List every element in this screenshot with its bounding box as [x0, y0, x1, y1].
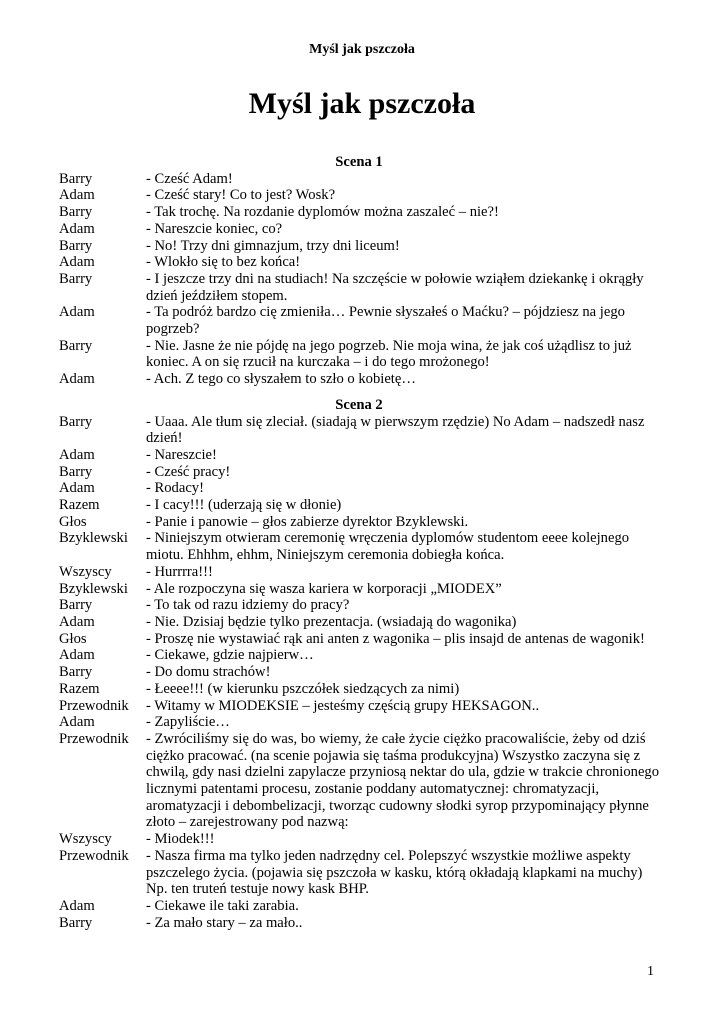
dialogue-text: - Panie i panowie – głos zabierze dyrektor Bzyklewski. — [146, 513, 469, 530]
dialogue-line — [59, 171, 659, 188]
dialogue-text: - Nie. Dzisiaj będzie tylko prezentacja. (wsiadają do wagonika) — [146, 613, 517, 630]
speaker-name: Adam — [59, 647, 95, 664]
scene-heading: Scena 2 — [335, 396, 383, 413]
speaker-name: Adam — [59, 220, 95, 237]
speaker-name: Adam — [59, 304, 95, 321]
dialogue-text: - I jeszcze trzy dni na studiach! Na szczęście w połowie wziąłem dziekankę i okrągły dzień jeździłem stopem. — [146, 270, 644, 304]
speaker-name: Bzyklewski — [59, 580, 128, 597]
dialogue-line — [59, 597, 659, 614]
speaker-name: Adam — [59, 187, 95, 204]
dialogue-line — [59, 338, 659, 371]
dialogue-line — [59, 898, 659, 915]
speaker-name: Barry — [59, 337, 93, 354]
dialogue-line — [59, 304, 659, 337]
dialogue-line — [59, 371, 659, 388]
dialogue-text: - Cześć stary! Co to jest? Wosk? — [146, 187, 336, 204]
dialogue-line — [59, 581, 659, 598]
speaker-name: Barry — [59, 914, 93, 931]
dialogue-text: - Ta podróż bardzo cię zmieniła… Pewnie słyszałeś o Maćku? – pójdziesz na jego pogrzeb? — [146, 304, 625, 338]
speaker-name: Razem — [59, 497, 100, 514]
dialogue-line — [59, 414, 659, 447]
speaker-name: Barry — [59, 270, 93, 287]
speaker-name: Barry — [59, 597, 93, 614]
dialogue-line — [59, 204, 659, 221]
speaker-name: Adam — [59, 714, 95, 731]
dialogue-line — [59, 647, 659, 664]
dialogue-line — [59, 731, 659, 831]
dialogue-line — [59, 271, 659, 304]
speaker-name: Adam — [59, 254, 95, 271]
dialogue-text: - Ach. Z tego co słyszałem to szło o kobietę… — [146, 371, 416, 388]
dialogue-text: - Niniejszym otwieram ceremonię wręczenia dyplomów studentom eeee kolejnego miotu. Ehhhm, ehhm, Niniejszym ceremonia dobiegła końca. — [146, 530, 630, 564]
dialogue-text: - Za mało stary – za mało.. — [146, 914, 303, 931]
dialogue-line — [59, 254, 659, 271]
speaker-name: Barry — [59, 170, 93, 187]
speaker-name: Przewodnik — [59, 697, 129, 714]
dialogue-text: - Hurrrra!!! — [146, 563, 213, 580]
dialogue-line — [59, 464, 659, 481]
dialogue-text: - Nasza firma ma tylko jeden nadrzędny cel. Polepszyć wszystkie możliwe aspekty pszczelego życia. (pojawia się pszczoła w kasku, którą okładają klapkami na muchy) Np. ten truteń testuje nowy kask BHP. — [146, 847, 643, 898]
dialogue-line — [59, 698, 659, 715]
speaker-name: Barry — [59, 664, 93, 681]
dialogue-text: - Witamy w MIODEKSIE – jesteśmy częścią grupy HEKSAGON.. — [146, 697, 540, 714]
page-header: Myśl jak pszczoła — [309, 42, 415, 57]
dialogue-line — [59, 497, 659, 514]
speaker-name: Adam — [59, 897, 95, 914]
dialogue-text: - Zwróciliśmy się do was, bo wiemy, że całe życie ciężko pracowaliście, żeby od dziś ciężko pracować. (na scenie pojawia się taśma produkcyjna) Wszystko zaczyna się z chwilą, gdy nasi dzielni zapylacze przyniosą nektar do ula, gdzie w trakcie chronionego licznymi patentami procesu, zostanie poddany automatycznej: chromatyzacji, aromatyzacji i debombelizacji, tworząc cudowny słodki syrop przypominający płynne złoto – zarejestrowany pod nazwą: — [146, 730, 660, 831]
dialogue-line — [59, 915, 659, 932]
speaker-name: Przewodnik — [59, 730, 129, 747]
speaker-name: Głos — [59, 513, 87, 530]
dialogue-line — [59, 447, 659, 464]
dialogue-text: - Do domu strachów! — [146, 664, 271, 681]
speaker-name: Głos — [59, 630, 87, 647]
dialogue-text: - Miodek!!! — [146, 831, 215, 848]
dialogue-text: - Cześć Adam! — [146, 170, 233, 187]
dialogue-line — [59, 714, 659, 731]
speaker-name: Wszyscy — [59, 563, 112, 580]
speaker-name: Razem — [59, 680, 100, 697]
dialogue-text: - Nareszcie! — [146, 446, 217, 463]
dialogue-text: - Cześć pracy! — [146, 463, 231, 480]
dialogue-text: - To tak od razu idziemy do pracy? — [146, 597, 350, 614]
speaker-name: Bzyklewski — [59, 530, 128, 547]
dialogue-line — [59, 564, 659, 581]
dialogue-text: - Ciekawe, gdzie najpierw… — [146, 647, 314, 664]
page-number: 1 — [647, 964, 654, 979]
speaker-name: Barry — [59, 237, 93, 254]
scene-2 — [59, 397, 659, 932]
dialogue-text: - Uaaa. Ale tłum się zleciał. (siadają w pierwszym rzędzie) No Adam – nadszedł nasz dzień! — [146, 413, 645, 447]
dialogue-text: - Tak trochę. Na rozdanie dyplomów można zaszaleć – nie?! — [146, 204, 499, 221]
dialogue-line — [59, 614, 659, 631]
document-title: Myśl jak pszczoła — [248, 87, 476, 120]
dialogue-line — [59, 221, 659, 238]
speaker-name: Adam — [59, 613, 95, 630]
speaker-name: Barry — [59, 204, 93, 221]
dialogue-text: - No! Trzy dni gimnazjum, trzy dni liceum! — [146, 237, 400, 254]
dialogue-text: - Zapyliście… — [146, 714, 230, 731]
dialogue-text: - I cacy!!! (uderzają się w dłonie) — [146, 497, 342, 514]
dialogue-line — [59, 480, 659, 497]
speaker-name: Adam — [59, 480, 95, 497]
dialogue-line — [59, 187, 659, 204]
speaker-name: Przewodnik — [59, 847, 129, 864]
dialogue-text: - Proszę nie wystawiać rąk ani anten z wagonika – plis insajd de antenas de wagonik! — [146, 630, 645, 647]
dialogue-line — [59, 848, 659, 898]
dialogue-line — [59, 664, 659, 681]
script-body — [59, 154, 659, 931]
dialogue-text: - Ale rozpoczyna się wasza kariera w korporacji „MIODEX” — [146, 580, 502, 597]
dialogue-line — [59, 631, 659, 648]
scene-heading: Scena 1 — [335, 154, 383, 170]
dialogue-text: - Nie. Jasne że nie pójdę na jego pogrzeb. Nie moja wina, że jak coś użądlisz to już koniec. A on się rzucił na kurczaka – i do tego mrożonego! — [146, 337, 632, 371]
speaker-name: Adam — [59, 446, 95, 463]
dialogue-text: - Wlokło się to bez końca! — [146, 254, 301, 271]
speaker-name: Wszyscy — [59, 831, 112, 848]
dialogue-text: - Nareszcie koniec, co? — [146, 220, 283, 237]
dialogue-line — [59, 514, 659, 531]
speaker-name: Barry — [59, 463, 93, 480]
scene-1 — [59, 154, 659, 388]
dialogue-line — [59, 681, 659, 698]
speaker-name: Adam — [59, 371, 95, 388]
dialogue-text: - Rodacy! — [146, 480, 204, 497]
dialogue-text: - Ciekawe ile taki zarabia. — [146, 897, 299, 914]
dialogue-line — [59, 530, 659, 563]
speaker-name: Barry — [59, 413, 93, 430]
dialogue-text: - Łeeee!!! (w kierunku pszczółek siedzących za nimi) — [146, 680, 460, 697]
dialogue-line — [59, 831, 659, 848]
dialogue-line — [59, 238, 659, 255]
